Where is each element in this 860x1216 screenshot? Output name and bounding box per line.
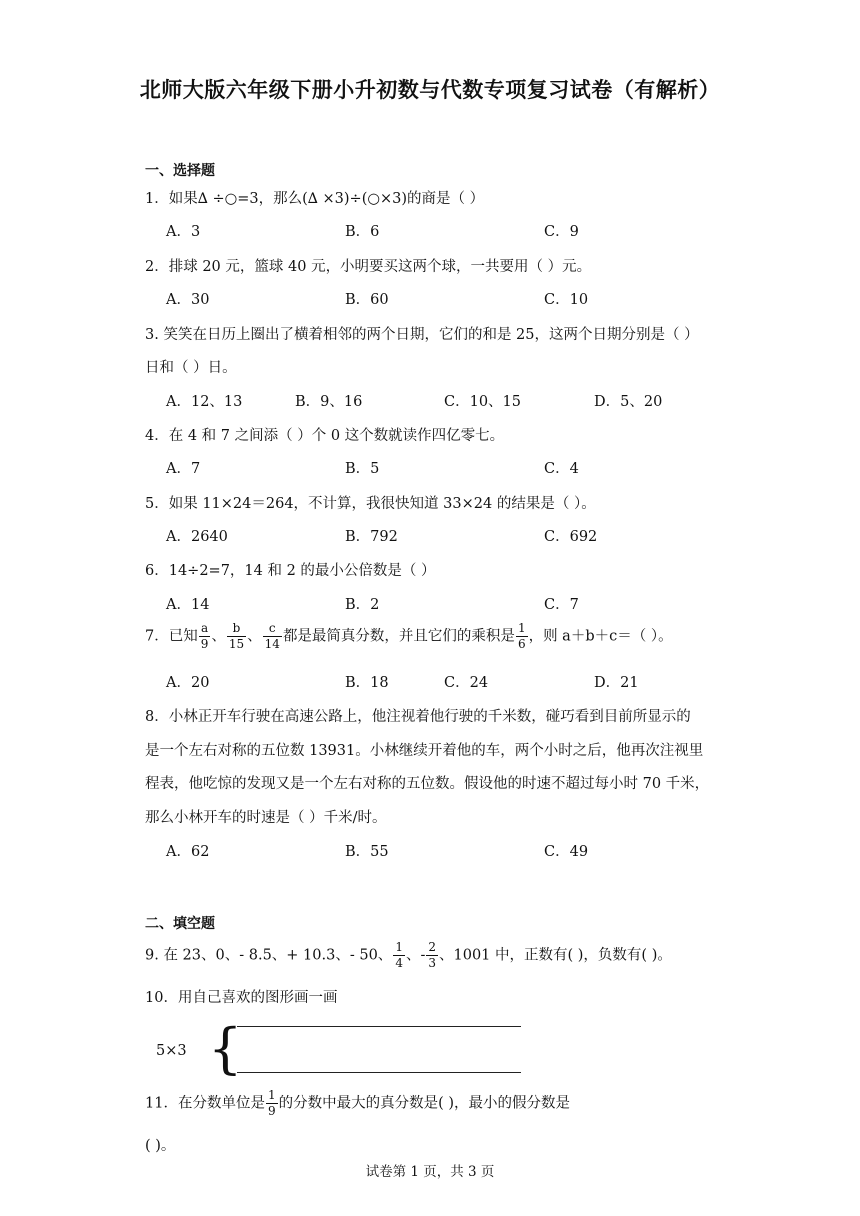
q6-option-b: B．2 [345, 597, 380, 613]
section-heading-choice: 一、选择题 [145, 163, 215, 179]
question-5: 5．如果 11×24＝264，不计算，我很快知道 33×24 的结果是（ ）。 [145, 496, 596, 512]
page-title: 北师大版六年级下册小升初数与代数专项复习试卷（有解析） [139, 78, 721, 102]
q7-option-d: D．21 [594, 675, 639, 691]
fraction-numerator: 1 [267, 1088, 276, 1102]
question-8-line-1: 8．小林正开车行驶在高速公路上，他注视着他行驶的千米数，碰巧看到目前所显示的 [145, 709, 691, 725]
q5-option-a: A．2640 [166, 529, 228, 545]
q1-option-b: B．6 [345, 224, 380, 240]
fraction-numerator: a [199, 621, 211, 637]
fraction-denominator: 9 [200, 637, 209, 651]
q8-option-c: C．49 [544, 844, 589, 860]
q11-suffix: 的分数中最大的真分数是( )，最小的假分数是 [278, 1095, 571, 1112]
question-2: 2．排球 20 元，篮球 40 元，小明要买这两个球，一共要用（ ）元。 [145, 259, 592, 275]
fraction-a-over-9 [199, 621, 211, 652]
question-6: 6．14÷2=7，14 和 2 的最小公倍数是（ ） [145, 563, 436, 579]
fraction-1-over-6 [516, 621, 528, 652]
q9-suffix: 、1001 中，正数有( )，负数有( )。 [439, 947, 672, 964]
fraction-numerator: 1 [517, 621, 526, 635]
question-10: 10．用自己喜欢的图形画一画 [145, 990, 338, 1006]
left-brace-icon: { [208, 1017, 243, 1080]
q3-option-a: A．12、13 [166, 394, 243, 410]
question-8-line-4: 那么小林开车的时速是（ ）千米/时。 [145, 810, 387, 826]
fraction-numerator: 2 [428, 940, 436, 954]
q11-prefix: 11．在分数单位是 [145, 1095, 265, 1112]
question-3-line-2: 日和（ ）日。 [145, 360, 237, 376]
fraction-denominator: 3 [428, 956, 436, 970]
drawing-line-top [237, 1026, 521, 1027]
q7-option-a: A．20 [166, 675, 210, 691]
fraction-2-over-3 [426, 940, 438, 971]
q5-option-b: B．792 [345, 529, 398, 545]
q2-option-b: B．60 [345, 292, 389, 308]
fraction-numerator: 1 [395, 940, 403, 954]
q7-option-b: B．18 [345, 675, 389, 691]
page-footer: 试卷第 1 页，共 3 页 [365, 1164, 495, 1180]
q2-option-c: C．10 [544, 292, 589, 308]
q7-separator: 、 [247, 628, 262, 645]
q8-option-a: A．62 [166, 844, 210, 860]
section-heading-fill-in: 二、填空题 [145, 916, 215, 932]
fraction-1-over-9 [266, 1088, 278, 1119]
q9-prefix: 9. 在 23、0、- 8.5、+ 10.3、- 50、 [145, 947, 393, 964]
q4-option-a: A．7 [166, 461, 201, 477]
question-3-line-1: 3. 笑笑在日历上圈出了横着相邻的两个日期，它们的和是 25，这两个日期分别是（ ） [145, 327, 699, 343]
question-8-line-3: 程表，他吃惊的发现又是一个左右对称的五位数。假设他的时速不超过每小时 70 千米， [145, 776, 710, 792]
q7-middle: 都是最简真分数，并且它们的乘积是 [282, 628, 515, 645]
question-4: 4．在 4 和 7 之间添（ ）个 0 这个数就读作四亿零七。 [145, 428, 505, 444]
q9-separator: 、- [405, 947, 426, 964]
question-9 [145, 940, 672, 971]
question-1: 1．如果∆ ÷○=3，那么(∆ ×3)÷(○×3)的商是（ ） [145, 191, 485, 207]
fraction-denominator: 4 [395, 956, 403, 970]
q2-option-a: A．30 [166, 292, 210, 308]
q7-suffix: ，则 a＋b＋c＝（ ）。 [528, 628, 673, 645]
q3-option-d: D．5、20 [594, 394, 663, 410]
question-11 [145, 1088, 570, 1119]
fraction-c-over-14 [263, 621, 282, 652]
q1-option-a: A．3 [166, 224, 201, 240]
q3-option-b: B．9、16 [295, 394, 363, 410]
fraction-numerator: c [263, 621, 282, 637]
q5-option-c: C．692 [544, 529, 598, 545]
q4-option-c: C．4 [544, 461, 579, 477]
q7-separator: 、 [211, 628, 226, 645]
q3-option-c: C．10、15 [444, 394, 521, 410]
expression-label: 5×3 [156, 1043, 187, 1059]
q1-option-c: C．9 [544, 224, 579, 240]
fraction-denominator: 6 [517, 637, 526, 651]
fraction-denominator: 14 [264, 637, 280, 651]
q4-option-b: B．5 [345, 461, 380, 477]
fraction-numerator: b [227, 621, 246, 637]
q6-option-a: A．14 [166, 597, 210, 613]
fraction-b-over-15 [227, 621, 246, 652]
fraction-denominator: 9 [267, 1104, 276, 1118]
q7-prefix: 7．已知 [145, 628, 198, 645]
q8-option-b: B．55 [345, 844, 389, 860]
q6-option-c: C．7 [544, 597, 579, 613]
question-7 [145, 621, 673, 652]
drawing-line-bottom [237, 1072, 521, 1073]
fraction-1-over-4 [393, 940, 405, 971]
fraction-denominator: 15 [228, 637, 245, 651]
question-8-line-2: 是一个左右对称的五位数 13931。小林继续开着他的车，两个小时之后，他再次注视里 [145, 743, 704, 759]
q7-option-c: C．24 [444, 675, 489, 691]
question-11-line-2: ( )。 [145, 1138, 176, 1154]
